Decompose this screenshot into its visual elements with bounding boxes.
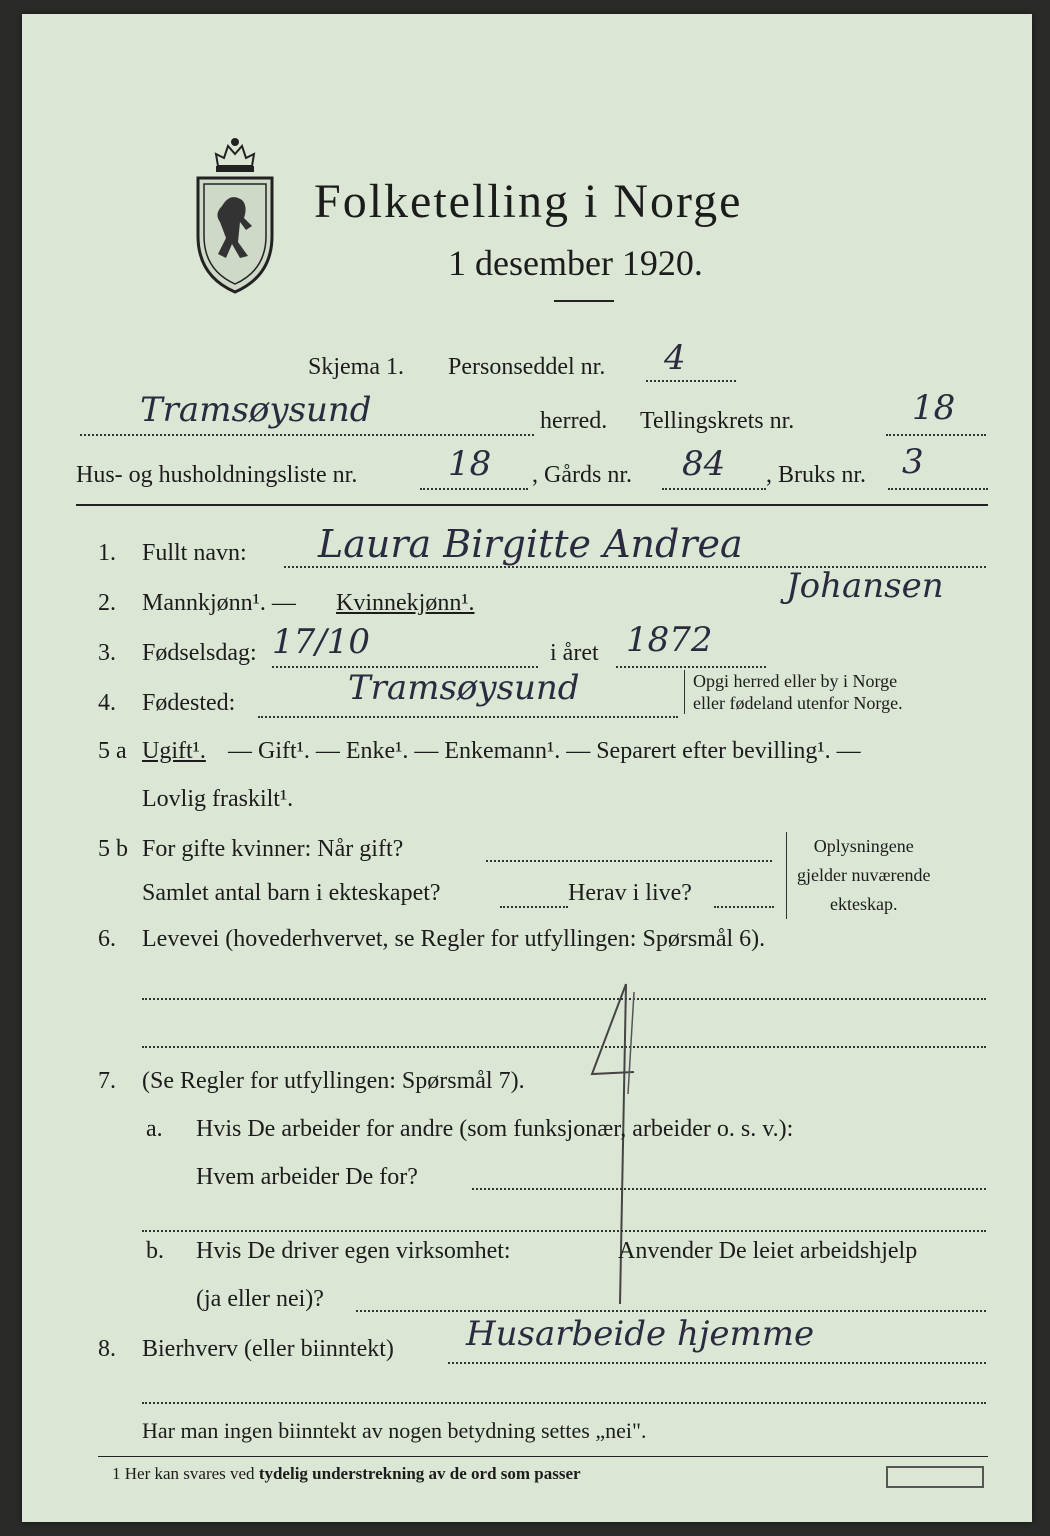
q1-number: 1. xyxy=(98,540,116,566)
husholdning-label: Hus- og husholdningsliste nr. xyxy=(76,462,358,488)
q8-label: Bierhverv (eller biinntekt) xyxy=(142,1336,394,1362)
husholdning-value: 18 xyxy=(448,444,492,484)
form-subtitle: 1 desember 1920. xyxy=(448,243,703,283)
q8-number: 8. xyxy=(98,1336,116,1362)
gards-label: , Gårds nr. xyxy=(532,462,632,488)
q7b-label: Hvis De driver egen virksomhet: xyxy=(196,1238,511,1264)
footer-note: Har man ingen biinntekt av nogen betydning settes „nei". xyxy=(142,1418,647,1443)
tellingskrets-label: Tellingskrets nr. xyxy=(640,408,795,434)
q2-number: 2. xyxy=(98,590,116,616)
q3-year-label: i året xyxy=(550,640,599,666)
q3-year-value: 1872 xyxy=(626,620,713,660)
q4-birthplace-value: Tramsøysund xyxy=(348,668,580,708)
header-rule xyxy=(76,504,988,506)
footnote-text-b: tydelig understrekning av de ord som passer xyxy=(258,1464,581,1483)
q7a-number: a. xyxy=(146,1116,163,1142)
footnote-text-a: Her kan svares ved xyxy=(124,1464,255,1483)
herred-value: Tramsøysund xyxy=(140,390,372,430)
q4-note: Opgi herred eller by i Norge eller fødeland utenfor Norge. xyxy=(684,670,903,714)
q5a-ugift: Ugift¹. xyxy=(142,738,206,764)
q5b-children-count: Samlet antal barn i ekteskapet? xyxy=(142,880,441,906)
q5b-note: Oplysningene gjelder nuværende ekteskap. xyxy=(786,832,930,919)
q6-label: Levevei (hovederhvervet, se Regler for utfyllingen: Spørsmål 6). xyxy=(142,926,766,952)
personseddel-label: Personseddel nr. xyxy=(448,354,606,380)
skjema-label: Skjema 1. xyxy=(308,354,404,380)
q7b-label-right: Anvender De leiet arbeidshjelp xyxy=(618,1238,918,1264)
q1-name-value-cont: Johansen xyxy=(786,566,944,606)
title-divider xyxy=(554,300,614,302)
q2-kvinnekjonn: Kvinnekjønn¹. xyxy=(336,590,475,616)
q1-label: Fullt navn: xyxy=(142,540,247,566)
q5b-alive: Herav i live? xyxy=(568,880,692,906)
q7b-label-yesno: (ja eller nei)? xyxy=(196,1286,324,1312)
q7-number: 7. xyxy=(98,1068,116,1094)
coat-of-arms-icon xyxy=(190,126,280,296)
footer-rule xyxy=(98,1456,988,1457)
q5b-married-when: For gifte kvinner: Når gift? xyxy=(142,836,404,862)
herred-label: herred. xyxy=(540,408,608,434)
q6-number: 6. xyxy=(98,926,116,952)
census-form xyxy=(22,14,1032,1522)
q8-value: Husarbeide hjemme xyxy=(466,1314,815,1354)
q5a-number: 5 a xyxy=(98,738,127,764)
bruks-label: , Bruks nr. xyxy=(766,462,867,488)
q3-number: 3. xyxy=(98,640,116,666)
q5a-fraskilt: Lovlig fraskilt¹. xyxy=(142,786,294,812)
q4-label: Fødested: xyxy=(142,690,236,716)
q1-name-value: Laura Birgitte Andrea xyxy=(318,522,743,566)
q5b-number: 5 b xyxy=(98,836,128,862)
personseddel-value: 4 xyxy=(664,338,686,378)
footnote-mark: 1 xyxy=(112,1464,121,1483)
footnote xyxy=(112,1464,581,1484)
q5a-options: — Gift¹. — Enke¹. — Enkemann¹. — Separert efter bevilling¹. — xyxy=(228,738,861,764)
q2-mannkjonn: Mannkjønn¹. — xyxy=(142,590,296,616)
q7b-number: b. xyxy=(146,1238,164,1264)
gards-value: 84 xyxy=(682,444,726,484)
form-title: Folketelling i Norge xyxy=(314,175,743,228)
tellingskrets-value: 18 xyxy=(912,388,956,428)
printer-stamp xyxy=(886,1466,984,1488)
q3-birthday-value: 17/10 xyxy=(272,622,370,662)
bruks-value: 3 xyxy=(902,442,924,482)
q7-label: (Se Regler for utfyllingen: Spørsmål 7). xyxy=(142,1068,525,1094)
q7a-employer-label: Hvem arbeider De for? xyxy=(196,1164,418,1190)
q7a-label: Hvis De arbeider for andre (som funksjonær, arbeider o. s. v.): xyxy=(196,1116,794,1142)
q4-number: 4. xyxy=(98,690,116,716)
q3-label: Fødselsdag: xyxy=(142,640,257,666)
